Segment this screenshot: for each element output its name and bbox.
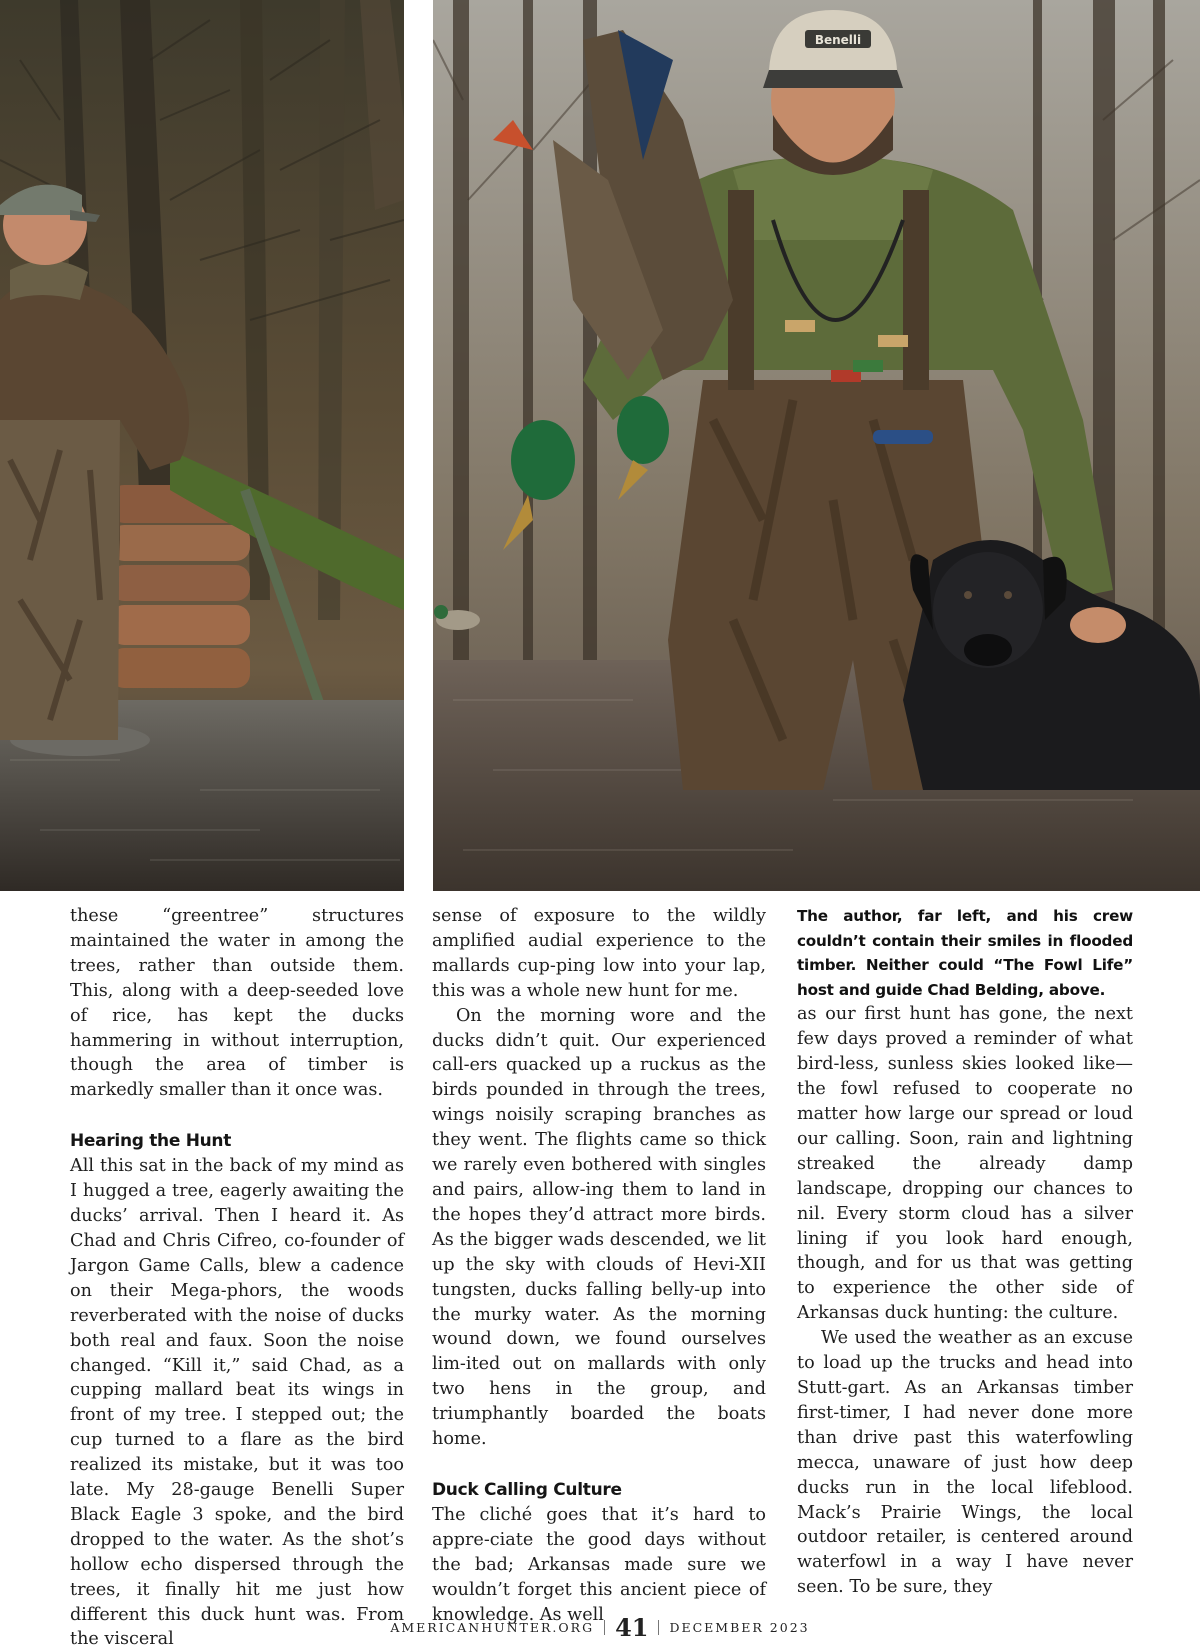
page-number: 41 <box>615 1612 649 1642</box>
photo-chad-belding-with-dog <box>433 0 1200 891</box>
photo-hunter-in-timber <box>0 0 404 891</box>
section-heading-duck-calling-culture: Duck Calling Culture <box>432 1479 622 1500</box>
guide-with-ducks-and-dog-illustration <box>433 0 1200 891</box>
column2-paragraph-3: The cliché goes that it’s hard to appre-ciate the good days without the bad; Arkansas made sure we wouldn’t forget this ancient piece of knowledge. As well <box>432 1504 766 1625</box>
hunter-back-illustration <box>0 0 404 891</box>
column3-paragraph-2: We used the weather as an excuse to load up the trucks and head into Stutt-gart. As an Arkansas timber first-timer, I had never done more than drive past this waterfowling mecca, unaware of just how deep ducks run in the local lifeblood. Mack’s Prairie Wings, the local outdoor retailer, is centered around waterfowl in a way I have never seen. To be sure, they <box>797 1328 1133 1598</box>
photo-caption: The author, far left, and his crew couldn’t contain their smiles in flooded timber. Neither could “The Fowl Life” host and guide Chad Belding, above. <box>797 907 1133 999</box>
cap-logo-text: Benelli <box>814 33 862 47</box>
footer-website: AMERICANHUNTER.ORG <box>390 1619 595 1635</box>
column2-paragraph-1: sense of exposure to the wildly amplified audial experience to the mallards cup-ping low into your lap, this was a whole new hunt for me. <box>432 906 766 1001</box>
article-column-1 <box>70 904 404 1652</box>
column1-paragraph-1: these “greentree” structures maintained the water in among the trees, rather than outside them. This, along with a deep-seeded love of rice, has kept the ducks hammering in without interruption, though the area of timber is markedly smaller than it once was. <box>70 906 404 1101</box>
section-heading-hearing-the-hunt: Hearing the Hunt <box>70 1131 232 1152</box>
footer-separator <box>658 1620 659 1635</box>
footer-separator <box>604 1620 605 1635</box>
column3-paragraph-1: as our first hunt has gone, the next few days proved a reminder of what bird-less, sunless skies looked like—the fowl refused to cooperate no matter how large our spread or loud our calling. Soon, rain and lightning streaked the already damp landscape, dropping our chances to nil. Every storm cloud has a silver lining if you look hard enough, though, and for us that was getting to experience the other side of Arkansas duck hunting: the culture. <box>797 1004 1133 1324</box>
column1-paragraph-2: All this sat in the back of my mind as I hugged a tree, eagerly awaiting the ducks’ arrival. Then I heard it. As Chad and Chris Cifreo, co-founder of Jargon Game Calls, blew a cadence on their Mega-phors, the woods reverberated with the noise of ducks both real and faux. Soon the noise changed. “Kill it,” said Chad, as a cupping mallard beat its wings in front of my tree. I stepped out; the cup turned to a flare as the bird realized its mistake, but it was too late. My 28-gauge Benelli Super Black Eagle 3 spoke, and the bird dropped to the water. As the shot’s hollow echo dispersed through the trees, it finally hit me just how different this duck hunt was. From the visceral <box>70 1156 404 1650</box>
issue-date: DECEMBER 2023 <box>669 1619 810 1635</box>
column2-paragraph-2: On the morning wore and the ducks didn’t quit. Our experienced call-ers quacked up a ruckus as the birds pounded in through the trees, wings noisily scraping branches as they went. The flights came so thick we rarely even bothered with singles and pairs, allow-ing them to land in the hopes they’d attract more birds. As the bigger wads descended, we lit up the sky with clouds of Hevi-XII tungsten, ducks falling belly-up into the murky water. As the morning wound down, we found ourselves lim-ited out on mallards with only two hens in the group, and triumphantly boarded the boats home. <box>432 1005 766 1450</box>
article-column-2 <box>432 904 766 1627</box>
article-column-3 <box>797 904 1133 1600</box>
